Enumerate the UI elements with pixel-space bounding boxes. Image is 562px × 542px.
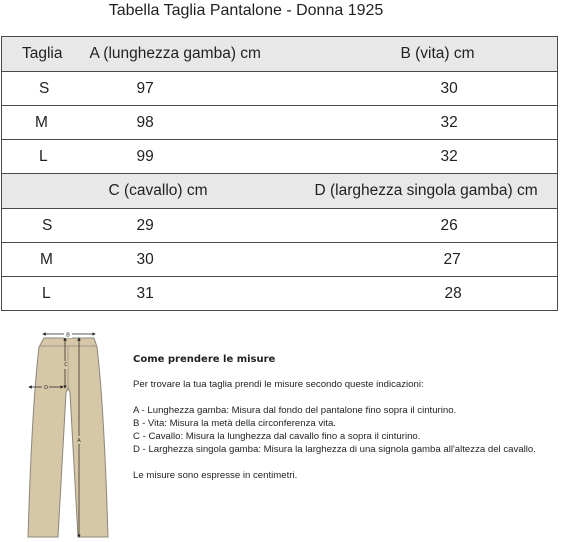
page-title bbox=[0, 2, 562, 20]
value-cell: 28 bbox=[315, 277, 558, 311]
measure-d-label: D bbox=[44, 385, 48, 391]
measuring-instructions bbox=[133, 353, 562, 482]
page-title-text: Tabella Taglia Pantalone - Donna 1925 bbox=[108, 2, 384, 19]
size-table bbox=[1, 36, 558, 311]
size-cell: S bbox=[2, 209, 90, 243]
value-cell: 97 bbox=[90, 72, 315, 106]
value-cell: 30 bbox=[90, 243, 315, 277]
header-cell: Taglia bbox=[2, 37, 90, 72]
table-row bbox=[2, 277, 558, 311]
header-cell: A (lunghezza gamba) cm bbox=[90, 37, 315, 72]
measure-a-label: A bbox=[77, 438, 81, 444]
header-cell: D (larghezza singola gamba) cm bbox=[315, 174, 558, 209]
header-cell: B (vita) cm bbox=[315, 37, 558, 72]
value-cell: 99 bbox=[90, 140, 315, 174]
value-cell: 26 bbox=[315, 209, 558, 243]
size-cell: M bbox=[2, 106, 90, 140]
instruction-item: B - Vita: Misura la metà della circonferenza vita. bbox=[133, 418, 336, 429]
table-header-row bbox=[2, 37, 558, 72]
size-cell: M bbox=[2, 243, 90, 277]
trousers-measure-diagram bbox=[18, 325, 118, 540]
table-row bbox=[2, 140, 558, 174]
table-header-row bbox=[2, 174, 558, 209]
table-row bbox=[2, 243, 558, 277]
table-row bbox=[2, 209, 558, 243]
size-cell: S bbox=[2, 72, 90, 106]
header-cell: C (cavallo) cm bbox=[90, 174, 315, 209]
header-cell bbox=[2, 174, 90, 209]
value-cell: 30 bbox=[315, 72, 558, 106]
value-cell: 27 bbox=[315, 243, 558, 277]
size-cell: L bbox=[2, 277, 90, 311]
value-cell: 31 bbox=[90, 277, 315, 311]
value-cell: 98 bbox=[90, 106, 315, 140]
instruction-item: C - Cavallo: Misura la lunghezza dal cavallo fino a sopra il cinturino. bbox=[133, 431, 421, 442]
size-cell: L bbox=[2, 140, 90, 174]
value-cell: 29 bbox=[90, 209, 315, 243]
instruction-item: A - Lunghezza gamba: Misura dal fondo del pantalone fino sopra il cinturino. bbox=[133, 405, 457, 416]
instructions-note: Le misure sono espresse in centimetri. bbox=[133, 470, 298, 481]
instructions-intro: Per trovare la tua taglia prendi le misure secondo queste indicazioni: bbox=[133, 379, 424, 390]
instructions-heading: Come prendere le misure bbox=[133, 354, 276, 365]
value-cell: 32 bbox=[315, 140, 558, 174]
instruction-item: D - Larghezza singola gamba: Misura la larghezza di una signola gamba all'altezza del cavallo. bbox=[133, 444, 536, 455]
measure-b-label: B bbox=[66, 332, 70, 339]
value-cell: 32 bbox=[315, 106, 558, 140]
measure-c-label: C bbox=[64, 362, 68, 368]
table-row bbox=[2, 106, 558, 140]
table-row bbox=[2, 72, 558, 106]
